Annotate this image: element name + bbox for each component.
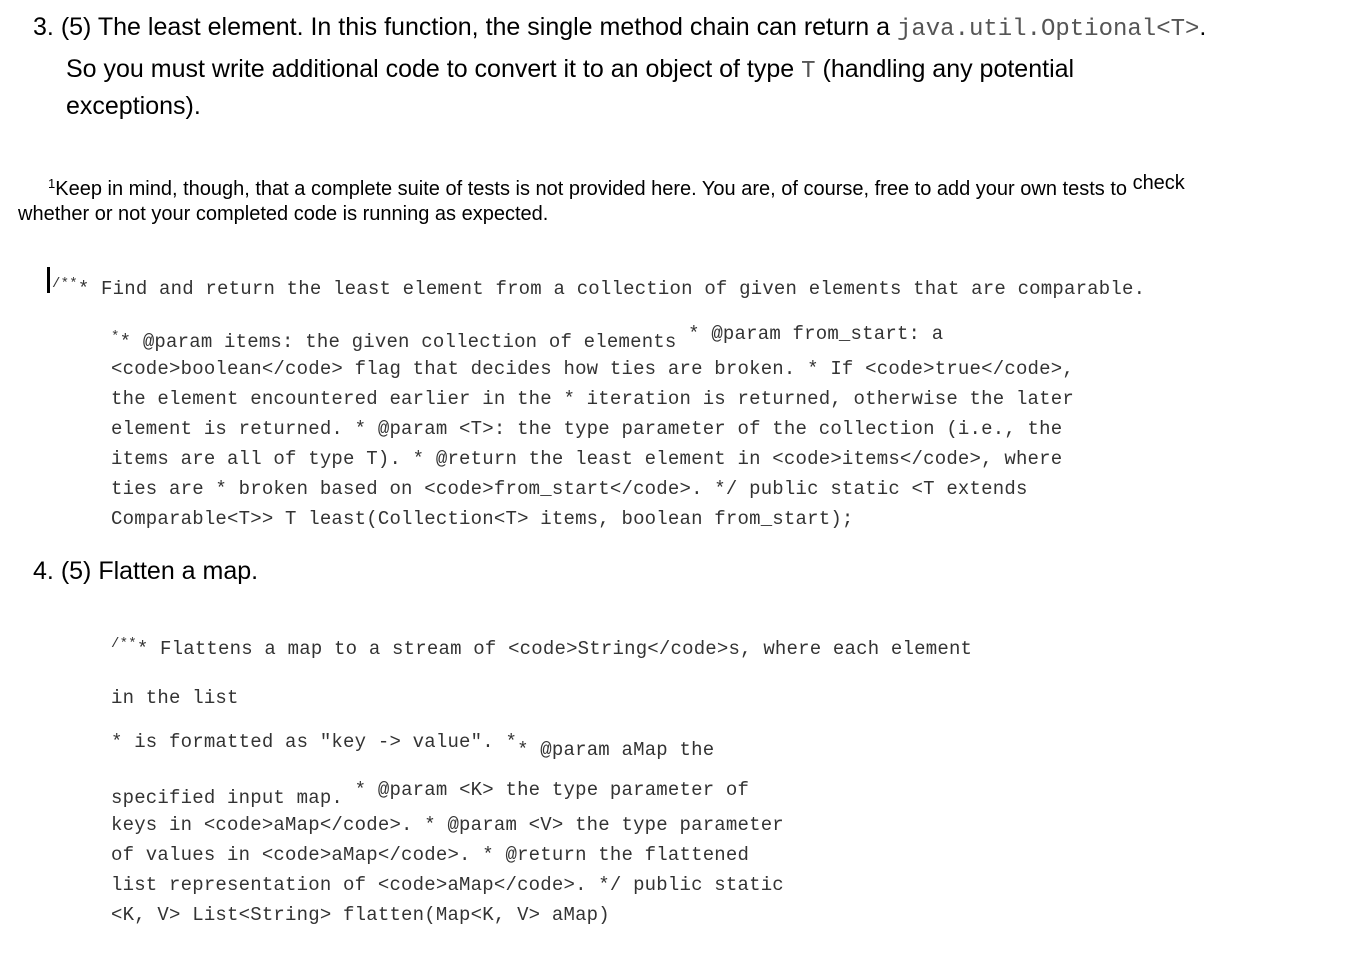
q3-line2-text: So you must write additional code to convert it to an object of type <box>66 55 795 83</box>
flatten-code-line3-b: * @param aMap the <box>517 739 715 761</box>
flatten-code-line1 <box>111 634 972 666</box>
footnote-line2: whether or not your completed code is running as expected. <box>18 203 549 225</box>
footnote-line1 <box>48 172 1185 201</box>
least-comment-open: /** <box>52 276 78 292</box>
q3-line3: exceptions). <box>66 92 201 120</box>
q3-line1 <box>33 12 1206 45</box>
q3-line2 <box>66 54 1074 87</box>
flatten-code-line4-text: specified input map. <box>111 787 344 809</box>
q3-type-code: T <box>801 58 816 85</box>
flatten-code-line3-text: * is formatted as "key -> value". * <box>111 731 518 753</box>
least-code-line5: element is returned. * @param <T>: the type parameter of the collection (i.e., the <box>111 418 1063 440</box>
footnote-raised-word: check <box>1132 172 1185 194</box>
flatten-code-line4 <box>111 779 750 813</box>
flatten-code-line3 <box>111 727 715 761</box>
flatten-code-line7: list representation of <code>aMap</code>. */ public static <box>111 874 784 896</box>
least-code-line6: items are all of type T). * @return the least element in <code>items</code>, where <box>111 448 1063 470</box>
least-code-line1 <box>52 274 1145 306</box>
least-code-line2-text: * @param items: the given collection of elements <box>119 331 677 353</box>
least-code-line2-b: * @param from_start: a <box>688 323 944 345</box>
q4-number: 4. <box>33 557 54 585</box>
flatten-code-line4-b: * @param <K> the type parameter of <box>354 779 750 801</box>
footnote-text1: Keep in mind, though, that a complete suite of tests is not provided here. You are, of course, free to add your own tests to <box>55 178 1127 200</box>
text-cursor <box>47 267 50 293</box>
least-code-line3: <code>boolean</code> flag that decides how ties are broken. * If <code>true</code>, <box>111 358 1074 380</box>
least-code-line1-text: * Find and return the least element from a collection of given elements that are comparable. <box>77 278 1146 300</box>
q3-number: 3. <box>33 13 54 41</box>
q3-line2-end: (handling any potential <box>822 55 1075 83</box>
least-code-line7: ties are * broken based on <code>from_start</code>. */ public static <T extends <box>111 478 1028 500</box>
footnote-marker: 1 <box>48 176 56 191</box>
flatten-code-line8: <K, V> List<String> flatten(Map<K, V> aMap) <box>111 904 610 926</box>
flatten-code-line6: of values in <code>aMap</code>. * @return the flattened <box>111 844 750 866</box>
q4-heading <box>33 556 258 586</box>
least-code-line8: Comparable<T>> T least(Collection<T> items, boolean from_start); <box>111 508 854 530</box>
least-code-line4: the element encountered earlier in the * iteration is returned, otherwise the later <box>111 388 1074 410</box>
q3-title-text: (5) The least element. In this function, the single method chain can return a <box>60 13 890 41</box>
flatten-code-line2: in the list <box>111 687 239 709</box>
q3-optional-code: java.util.Optional<T> <box>896 16 1200 43</box>
flatten-code-line1-text: * Flattens a map to a stream of <code>String</code>s, where each element <box>136 638 973 660</box>
flatten-comment-open: /** <box>111 636 137 652</box>
flatten-code-line5: keys in <code>aMap</code>. * @param <V> the type parameter <box>111 814 784 836</box>
q3-line1-end: . <box>1199 13 1207 41</box>
least-code-line2-star: * <box>111 329 120 345</box>
q4-title: (5) Flatten a map. <box>60 557 259 585</box>
